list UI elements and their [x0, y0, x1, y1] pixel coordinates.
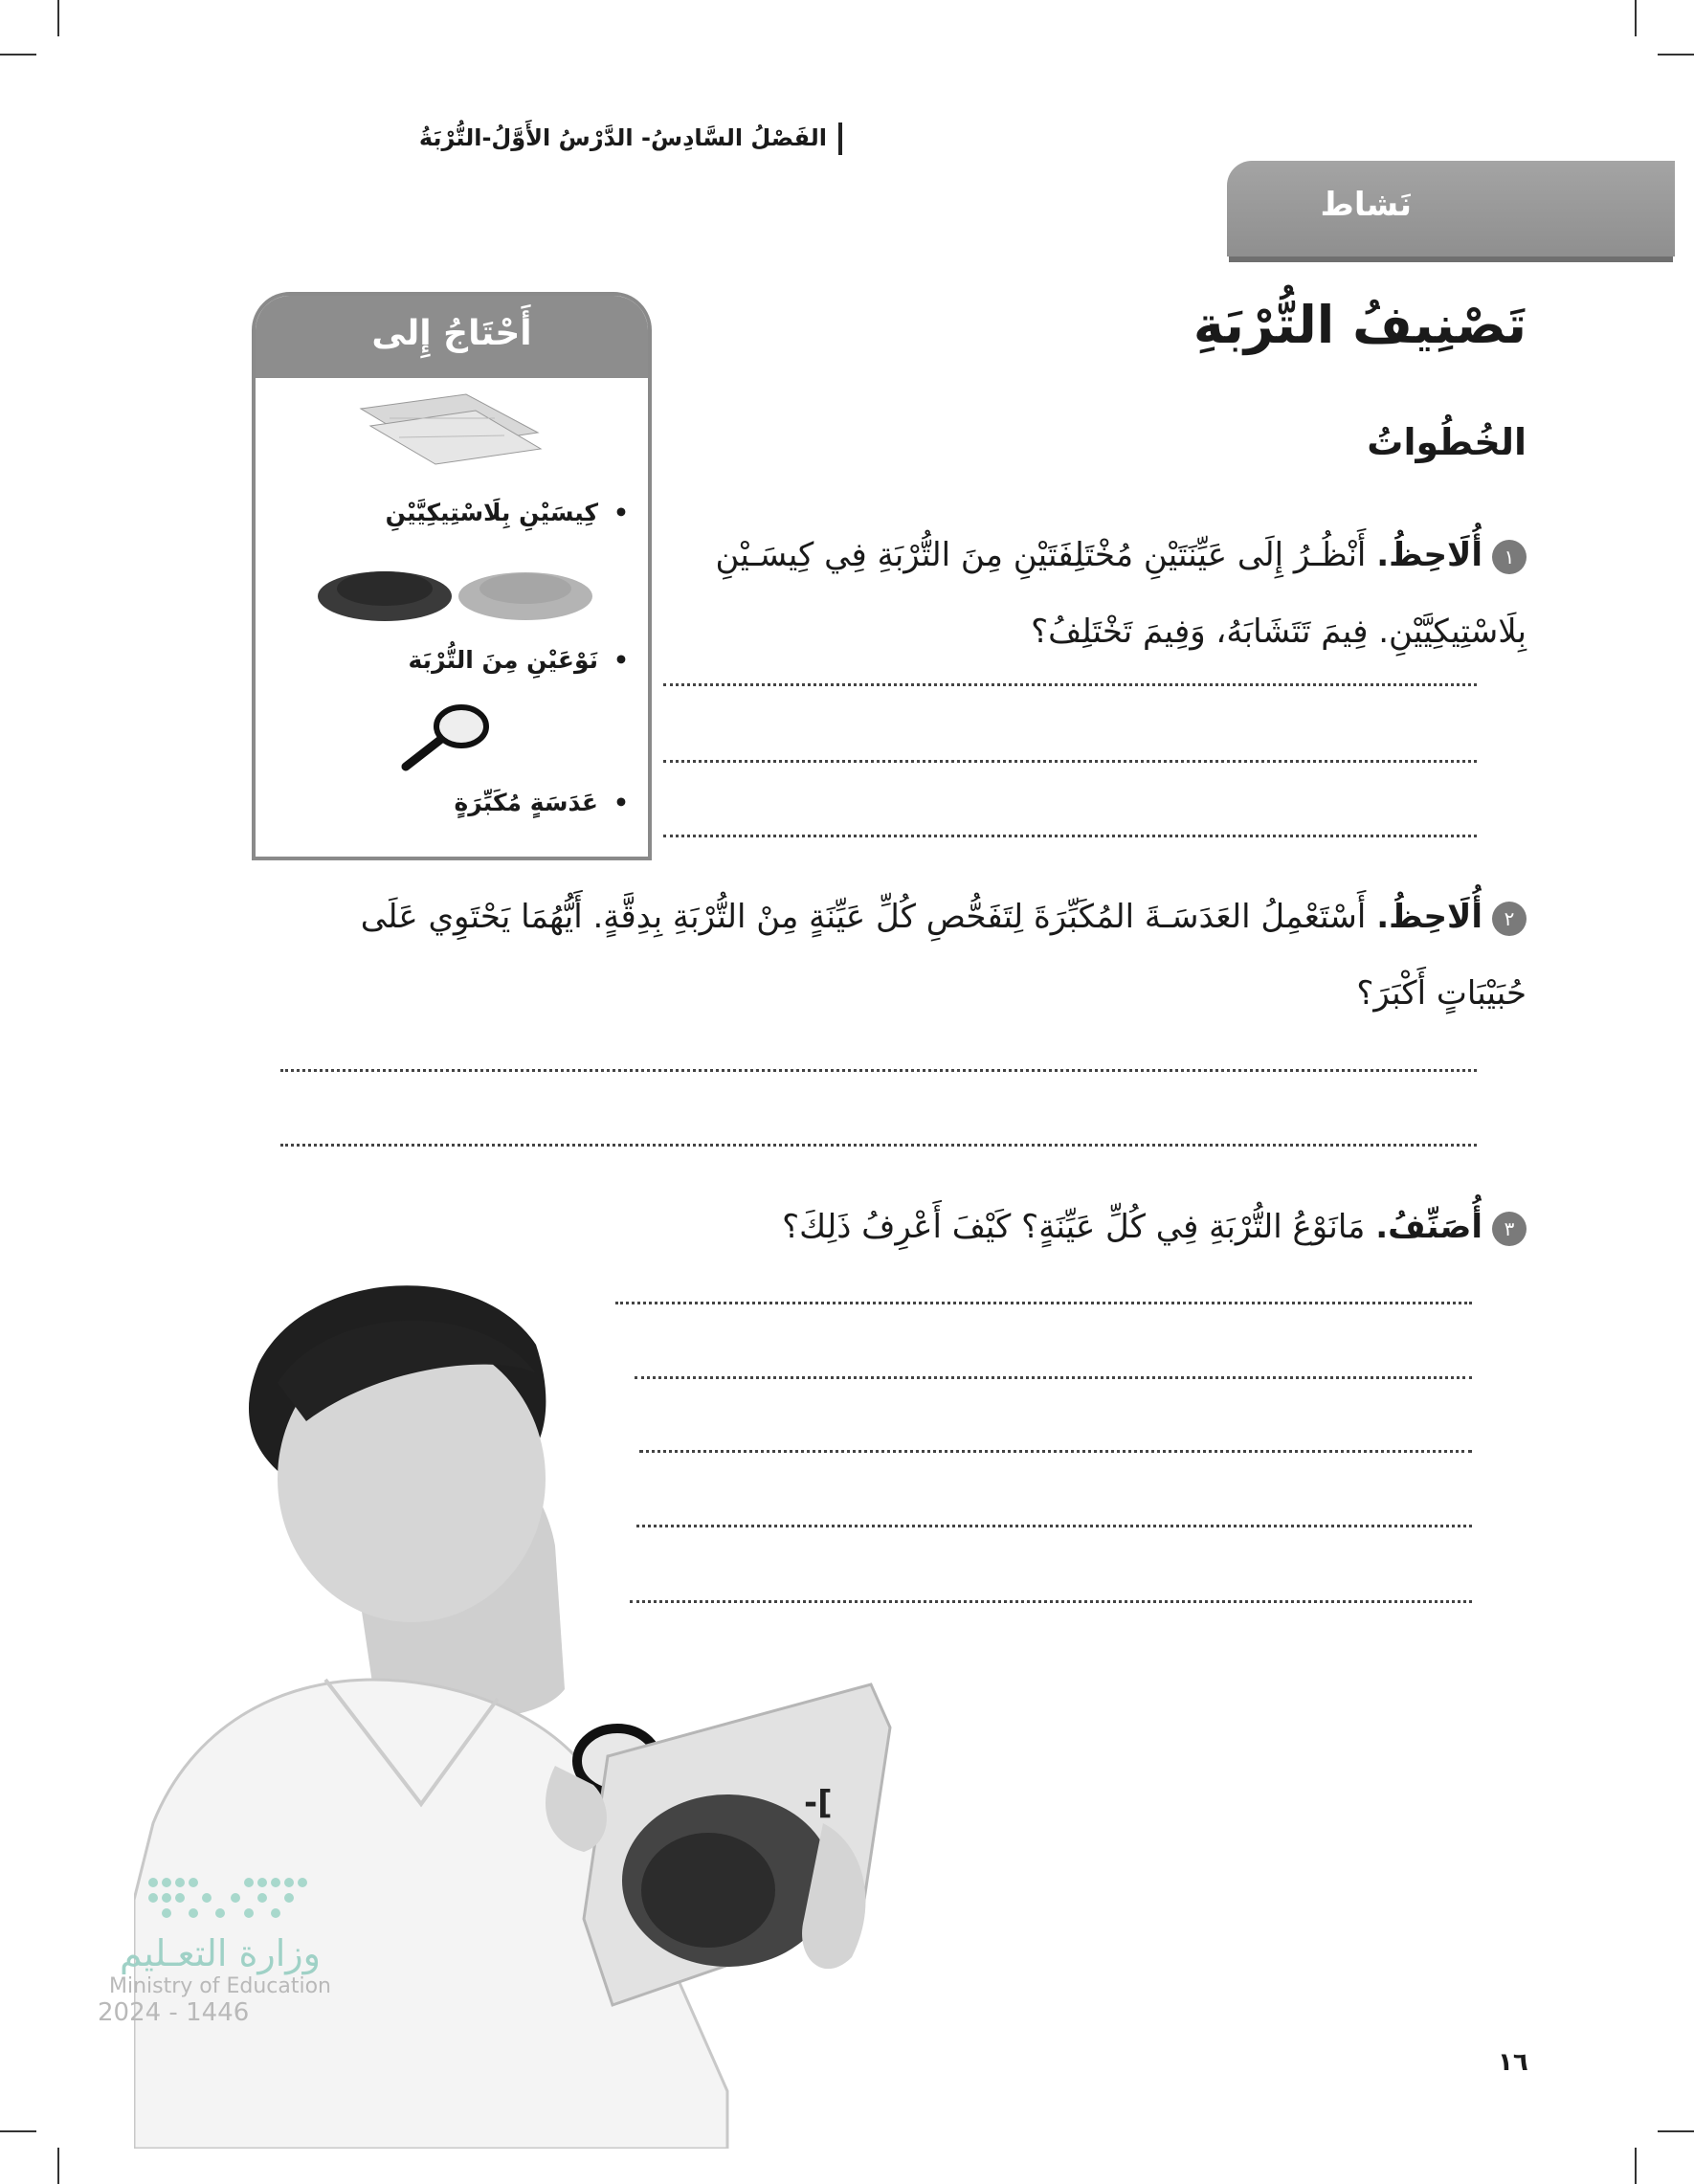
bag-label: -[ — [804, 1784, 833, 1822]
ministry-watermark — [96, 1871, 345, 2027]
crop-mark — [57, 0, 59, 36]
answer-line — [663, 683, 1477, 686]
answer-line — [280, 1069, 1477, 1072]
soil-samples-image — [313, 556, 600, 623]
step-text: مَانَوْعُ التُّرْبَةِ فِي كُلِّ عَيِّنَةٍ؟ كَيْفَ أَعْرِفُ ذَلِكَ؟ — [782, 1208, 1366, 1246]
plastic-bags-image — [351, 390, 543, 466]
step-2 — [273, 879, 1527, 1032]
crop-mark — [1658, 2130, 1694, 2132]
breadcrumb-text: الفَصْلُ السَّادِسُ- الدَّرْسُ الأَوَّلُ-التُّرْبَةُ — [418, 124, 827, 151]
step-text: أَنْظُـرُ إِلَى عَيِّنَتَيْنِ مُخْتَلِفَتَيْنِ مِنَ التُّرْبَةِ فِي كِيسَـيْنِ بِلَاسْتِيكِيَّيْنِ. فِيمَ تَتَشَابَهُ، وَفِيمَ تَخْتَلِفُ؟ — [715, 536, 1527, 651]
answer-line — [280, 1144, 1477, 1147]
ministry-year: 2024 - 1446 — [98, 1998, 250, 2027]
step-verb: أُصَنِّفُ. — [1375, 1208, 1482, 1246]
activity-tab-label: نَشاط — [1320, 186, 1412, 224]
crop-mark — [57, 2148, 59, 2184]
ministry-english-name: Ministry of Education — [108, 1974, 332, 1998]
crop-mark — [1635, 0, 1637, 36]
step-verb: أُلَاحِظُ. — [1376, 536, 1482, 574]
step-number: ٣ — [1492, 1212, 1527, 1246]
materials-item-magnifier: • عَدَسَةٍ مُكَبِّرَةٍ — [455, 789, 630, 816]
breadcrumb-bar — [838, 123, 842, 155]
activity-tab — [1227, 161, 1675, 256]
page-title: تَصْنِيفُ التُّرْبَةِ — [1192, 295, 1527, 355]
step-text: أَسْتَعْمِلُ العَدَسَـةَ المُكَبِّرَةَ لِتَفَحُّصِ كُلِّ عَيِّنَةٍ مِنْ التُّرْبَةِ بِدِقَّةٍ. أَيُّهُمَا يَحْتَوِي عَلَى حُبَيْبَاتٍ أَكْبَرَ؟ — [360, 898, 1527, 1013]
answer-line — [663, 760, 1477, 763]
materials-heading: أَحْتَاجُ إِلى — [256, 296, 648, 378]
step-verb: أُلَاحِظُ. — [1376, 898, 1482, 936]
ministry-arabic-name: وزارة التعـليم — [119, 1932, 321, 1974]
breadcrumb — [383, 123, 842, 155]
page-number: ١٦ — [1498, 2048, 1528, 2077]
materials-item-soil: • نَوْعَيْنِ مِنَ التُّرْبَة — [409, 646, 629, 674]
magnifying-glass-image — [394, 698, 500, 774]
answer-line — [663, 835, 1477, 837]
crop-mark — [1658, 54, 1694, 56]
materials-item-bags: • كِيسَيْنِ بِلَاسْتِيكِيَّيْنِ — [386, 499, 629, 526]
crop-mark — [0, 54, 36, 56]
materials-box — [252, 292, 652, 860]
ministry-logo-icon — [96, 1871, 345, 1928]
crop-mark — [0, 2130, 36, 2132]
step-1 — [689, 517, 1527, 670]
steps-heading: الخُطُواتُ — [1367, 421, 1527, 463]
step-number: ١ — [1492, 540, 1527, 574]
crop-mark — [1635, 2148, 1637, 2184]
step-number: ٢ — [1492, 902, 1527, 936]
